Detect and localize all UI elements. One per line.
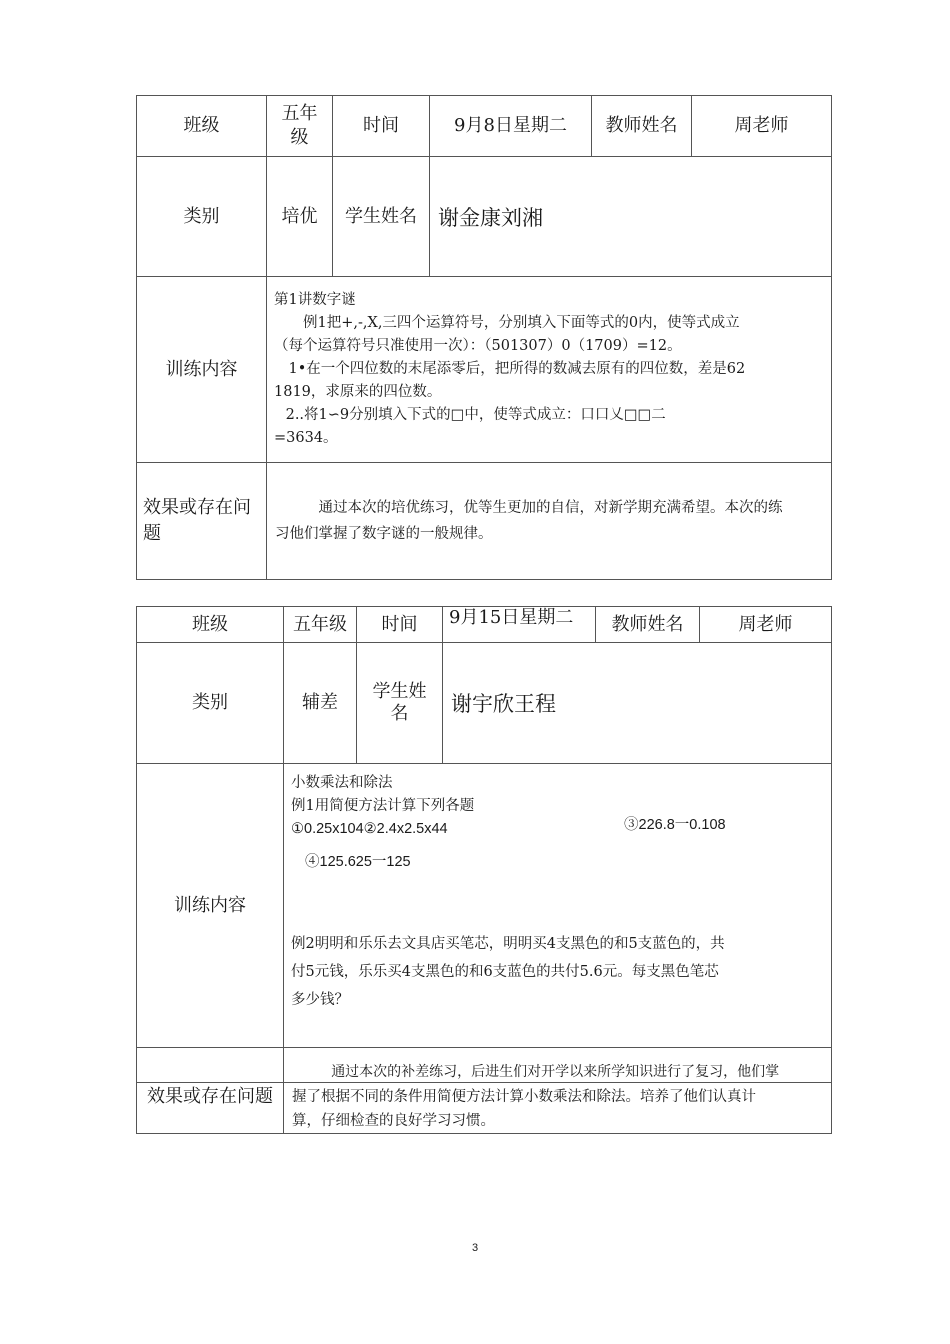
effect-line: 习他们掌握了数字谜的一般规律。 [275, 526, 493, 542]
training-title: 小数乘法和除法 [291, 775, 393, 791]
record-table-2 [136, 606, 832, 1134]
time-value: 9月8日星期二 [430, 96, 592, 157]
effect-content [267, 463, 832, 580]
student-label: 学生姓名 [357, 643, 443, 764]
student-value: 谢金康刘湘 [430, 157, 832, 277]
effect-line: 握了根据不同的条件用简便方法计算小数乘法和除法。培养了他们认真计 [292, 1089, 756, 1105]
training-content [284, 764, 832, 1048]
student-value: 谢宇欣王程 [443, 643, 832, 764]
teacher-label: 教师姓名 [592, 96, 692, 157]
expression-b: ③226.8一0.108 [624, 817, 726, 833]
effect-label: 效果或存在问题 [137, 1083, 284, 1134]
effect-line: 算，仔细检查的良好学习习惯。 [292, 1113, 495, 1129]
category-value: 辅差 [284, 643, 357, 764]
teacher-value: 周老师 [692, 96, 832, 157]
teacher-label: 教师姓名 [596, 607, 700, 643]
category-label: 类别 [137, 643, 284, 764]
training-line: =3634。 [274, 430, 338, 446]
training-line: 2..将1∽9分别填入下式的□中，使等式成立：口口乂□□二 [285, 407, 666, 423]
example-2-line: 付5元钱，乐乐买4支黑色的和6支蓝色的共付5.6元。每支黑色笔芯 [291, 964, 719, 980]
effect-intro: 通过本次的补差练习，后进生们对开学以来所学知识进行了复习，他们掌 [284, 1048, 832, 1083]
training-label: 训练内容 [137, 277, 267, 463]
effect-content [284, 1083, 832, 1134]
expression-a: ①0.25x104②2.4x2.5x44 [291, 821, 448, 837]
effect-label-spacer [137, 1048, 284, 1083]
time-label: 时间 [357, 607, 443, 643]
effect-label: 效果或存在问题 [137, 463, 267, 580]
category-label: 类别 [137, 157, 267, 277]
teacher-value: 周老师 [700, 607, 832, 643]
training-label: 训练内容 [137, 764, 284, 1048]
class-label: 班级 [137, 96, 267, 157]
training-content [267, 277, 832, 463]
training-line: 第1讲数字谜 [274, 292, 356, 308]
example-2-line: 多少钱？ [291, 992, 349, 1008]
record-table-1 [136, 95, 832, 580]
effect-line: 通过本次的培优练习，优等生更加的自信，对新学期充满希望。本次的练 [318, 500, 783, 516]
time-label: 时间 [333, 96, 430, 157]
training-line: 1•在一个四位数的末尾添零后，把所得的数减去原有的四位数，差是62 [288, 361, 746, 377]
class-value: 五年级 [284, 607, 357, 643]
student-label: 学生姓名 [333, 157, 430, 277]
example-1: 例1用简便方法计算下列各题 [291, 798, 475, 814]
class-label: 班级 [137, 607, 284, 643]
training-line: （每个运算符号只准使用一次）：（501307）0（1709）=12。 [274, 338, 682, 354]
page-number: 3 [471, 1242, 479, 1254]
training-line: 1819，求原来的四位数。 [274, 384, 442, 400]
time-value: 9月15日星期二 [443, 607, 596, 643]
training-line: 例1把+,-,X,三四个运算符号，分别填入下面等式的0内，使等式成立 [303, 315, 740, 331]
class-value: 五年级 [267, 96, 333, 157]
example-2-line: 例2明明和乐乐去文具店买笔芯，明明买4支黑色的和5支蓝色的，共 [291, 936, 725, 952]
expression-c: ④125.625一125 [305, 854, 411, 870]
category-value: 培优 [267, 157, 333, 277]
